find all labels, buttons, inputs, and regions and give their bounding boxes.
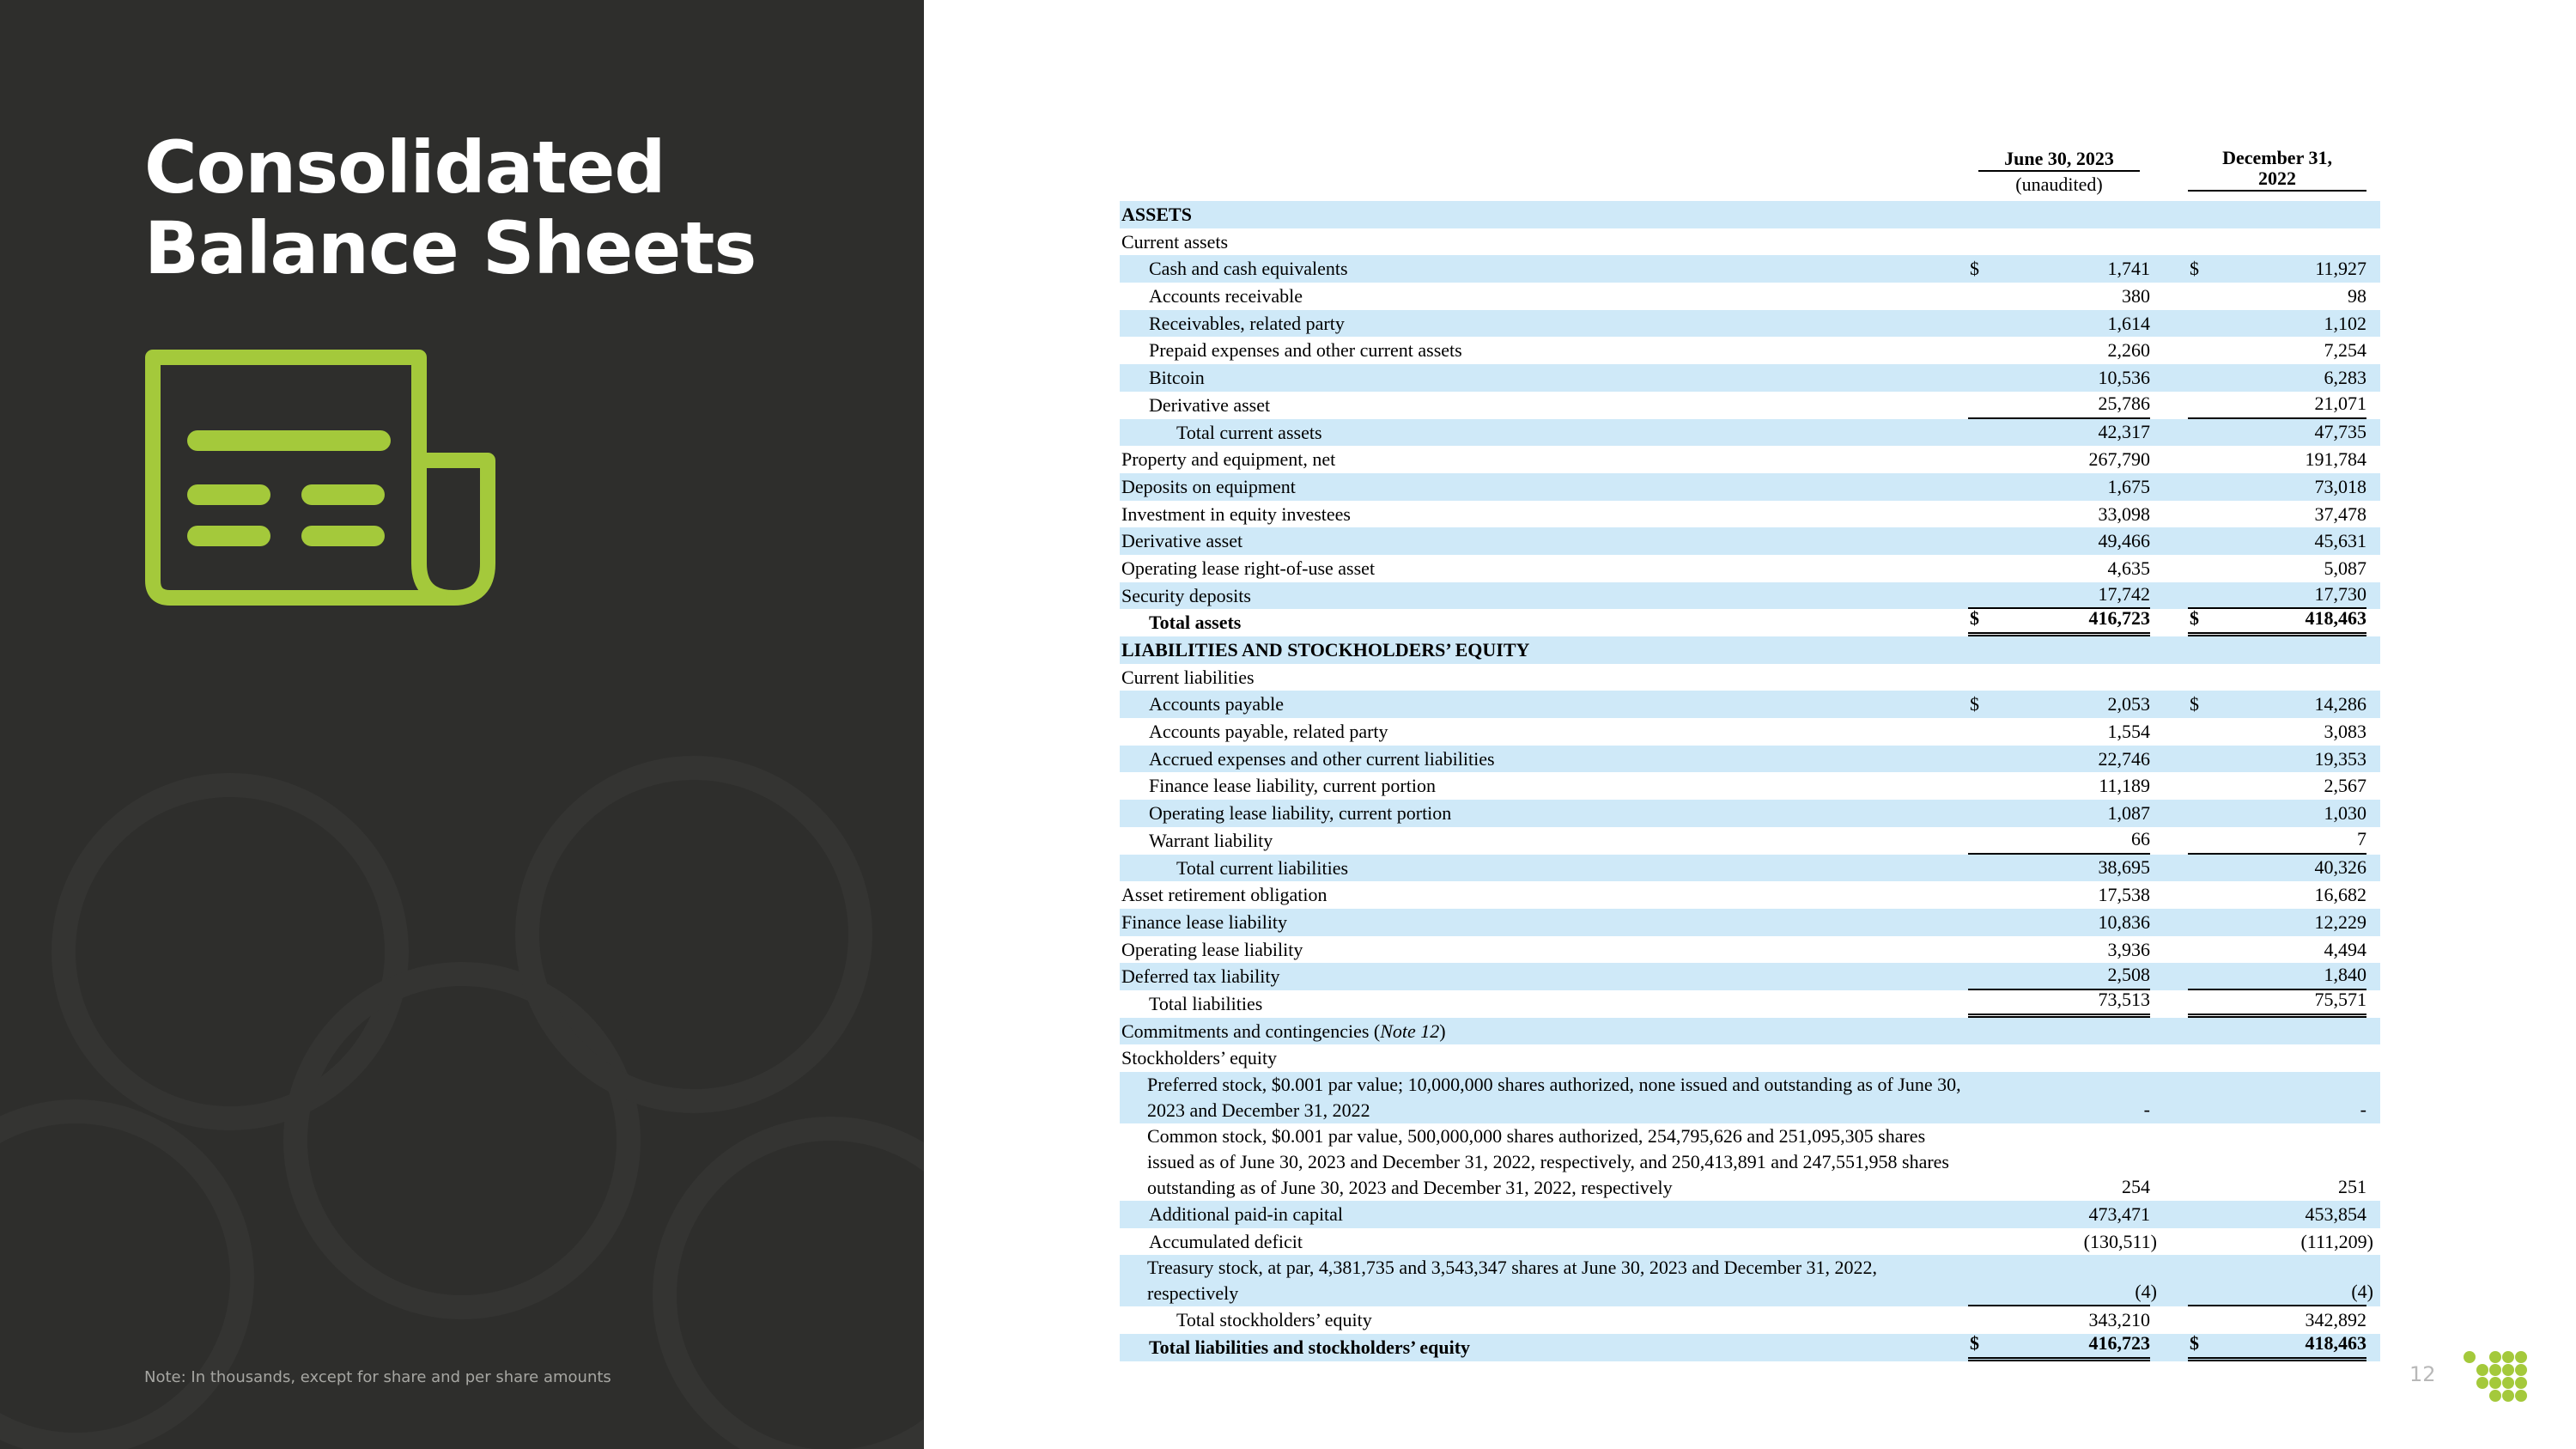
row-label: Treasury stock, at par, 4,381,735 and 3,543,347 shares at June 30, 2023 and December 31, 2022, respectively: [1147, 1257, 1878, 1305]
table-row: [1120, 337, 2380, 364]
amount: 2,053: [2107, 693, 2150, 715]
amount: 418,463: [2305, 607, 2366, 630]
table-row: [1120, 228, 2380, 256]
footnote: Note: In thousands, except for share and per share amounts: [144, 1368, 611, 1386]
amount: 75,571: [2314, 988, 2366, 1010]
amount: 33,098: [2098, 502, 2150, 525]
title-panel: [0, 0, 924, 1449]
balance-sheet-table: [1120, 148, 2380, 1361]
value-dec-2022: [2188, 555, 2366, 582]
value-june-2023: [1968, 555, 2150, 582]
value-dec-2022: [2188, 1072, 2366, 1123]
row-label: Total current assets: [1176, 421, 1322, 443]
column-header-dec-2022: [2188, 148, 2366, 192]
amount: (4): [2135, 1280, 2157, 1302]
row-label: Warrant liability: [1149, 829, 1273, 851]
amount: 21,071: [2314, 392, 2366, 414]
row-label: Derivative asset: [1149, 393, 1271, 416]
amount: 2,508: [2107, 964, 2150, 986]
row-label-text: Commitments and contingencies (: [1121, 1020, 1381, 1042]
background-pattern: [653, 1117, 924, 1449]
amount: 16,682: [2314, 884, 2366, 906]
value-june-2023: [1968, 419, 2150, 447]
table-row: [1120, 936, 2380, 964]
column-header-june-2023: [1968, 148, 2150, 198]
currency-symbol: $: [2190, 1332, 2199, 1355]
column-title: December 31, 2022: [2188, 148, 2366, 192]
value-june-2023: [1968, 800, 2150, 827]
value-june-2023: [1968, 691, 2150, 718]
row-label: Security deposits: [1121, 584, 1251, 606]
table-row: [1120, 1334, 2380, 1361]
row-label: ASSETS: [1121, 204, 1192, 225]
value-june-2023: [1968, 337, 2150, 364]
amount: 418,463: [2305, 1332, 2366, 1355]
amount: (4): [2351, 1280, 2373, 1302]
table-row: [1120, 392, 2380, 419]
title-line-1: Consolidated: [144, 125, 665, 210]
table-row: [1120, 636, 2380, 664]
amount: -: [2360, 1099, 2366, 1121]
table-row: [1120, 255, 2380, 283]
background-pattern: [0, 1099, 254, 1449]
amount: 17,538: [2098, 884, 2150, 906]
row-label-end: ): [1439, 1020, 1446, 1042]
row-label: Current liabilities: [1121, 666, 1255, 688]
value-dec-2022: [2188, 446, 2366, 473]
amount: 251: [2338, 1176, 2366, 1198]
currency-symbol: $: [2190, 607, 2199, 630]
amount: 73,018: [2314, 475, 2366, 497]
amount: 342,892: [2305, 1309, 2366, 1331]
row-label: Deposits on equipment: [1121, 475, 1296, 497]
value-dec-2022: [2188, 501, 2366, 528]
row-label: Operating lease liability: [1121, 938, 1303, 960]
amount: 6,283: [2324, 367, 2366, 389]
value-dec-2022: [2188, 990, 2366, 1018]
value-june-2023: [1968, 473, 2150, 501]
amount: 1,675: [2107, 475, 2150, 497]
row-label: Operating lease liability, current portion: [1149, 802, 1452, 825]
amount: 37,478: [2314, 502, 2366, 525]
value-dec-2022: [2188, 310, 2366, 338]
table-row: [1120, 1072, 2380, 1123]
amount: 7,254: [2324, 339, 2366, 362]
column-subtitle: (unaudited): [2015, 174, 2103, 195]
amount: (130,511): [2083, 1230, 2157, 1252]
amount: 47,735: [2314, 421, 2366, 443]
value-dec-2022: [2188, 855, 2366, 882]
amount: 191,784: [2305, 448, 2366, 471]
row-label: Bitcoin: [1149, 367, 1205, 389]
table-row: [1120, 473, 2380, 501]
value-dec-2022: [2188, 746, 2366, 773]
value-june-2023: [1968, 718, 2150, 746]
amount: 254: [2122, 1176, 2150, 1198]
value-june-2023: [1968, 501, 2150, 528]
value-dec-2022: [2188, 936, 2366, 964]
row-label: Asset retirement obligation: [1121, 884, 1327, 906]
table-row: [1120, 1255, 2380, 1306]
amount: 17,742: [2098, 582, 2150, 605]
amount: 2,567: [2324, 775, 2366, 797]
table-row: [1120, 1228, 2380, 1256]
amount: -: [2143, 1099, 2150, 1121]
column-title: June 30, 2023: [1978, 149, 2140, 172]
value-dec-2022: [2188, 691, 2366, 718]
amount: 10,836: [2098, 910, 2150, 933]
amount: 10,536: [2098, 367, 2150, 389]
value-dec-2022: [2188, 1334, 2366, 1361]
value-june-2023: [1968, 1334, 2150, 1361]
table-row: [1120, 419, 2380, 447]
table-row: [1120, 527, 2380, 555]
value-june-2023: [1968, 1201, 2150, 1228]
amount: 1,614: [2107, 312, 2150, 334]
value-dec-2022: [2188, 1123, 2366, 1201]
amount: 17,730: [2314, 582, 2366, 605]
table-row: [1120, 963, 2380, 990]
value-dec-2022: [2188, 283, 2366, 310]
value-dec-2022: [2188, 255, 2366, 283]
value-dec-2022: [2188, 827, 2366, 855]
amount: 3,083: [2324, 721, 2366, 743]
amount: (111,209): [2300, 1230, 2373, 1252]
currency-symbol: $: [1970, 693, 1979, 715]
row-label: Total assets: [1149, 612, 1242, 634]
value-dec-2022: [2188, 419, 2366, 447]
table-row: [1120, 746, 2380, 773]
table-row: [1120, 909, 2380, 936]
value-june-2023: [1968, 936, 2150, 964]
value-dec-2022: [2188, 1201, 2366, 1228]
amount: 49,466: [2098, 530, 2150, 552]
amount: 3,936: [2107, 938, 2150, 960]
value-june-2023: [1968, 855, 2150, 882]
table-row: [1120, 827, 2380, 855]
amount: 73,513: [2098, 988, 2150, 1010]
amount: 19,353: [2314, 747, 2366, 770]
value-june-2023: [1968, 283, 2150, 310]
row-label: Accounts payable, related party: [1149, 721, 1388, 743]
currency-symbol: $: [1970, 258, 1979, 280]
row-label: LIABILITIES AND STOCKHOLDERS’ EQUITY: [1121, 639, 1530, 661]
row-label: Property and equipment, net: [1121, 448, 1336, 471]
table-row: [1120, 800, 2380, 827]
amount: 473,471: [2088, 1202, 2150, 1225]
table-row: [1120, 283, 2380, 310]
amount: 22,746: [2098, 747, 2150, 770]
amount: 1,087: [2107, 802, 2150, 825]
value-june-2023: [1968, 881, 2150, 909]
value-june-2023: [1968, 310, 2150, 338]
amount: 267,790: [2088, 448, 2150, 471]
row-label: Finance lease liability: [1121, 910, 1288, 933]
amount: 98: [2348, 285, 2366, 307]
table-row: [1120, 201, 2380, 228]
value-dec-2022: [2188, 473, 2366, 501]
row-label: Operating lease right-of-use asset: [1121, 557, 1376, 579]
value-june-2023: [1968, 364, 2150, 392]
row-label: Preferred stock, $0.001 par value; 10,000,000 shares authorized, none issued and outstanding as of June 30, 2023 and December 31, 2022: [1147, 1074, 1961, 1121]
currency-symbol: $: [2190, 693, 2199, 715]
value-june-2023: [1968, 609, 2150, 636]
row-label: Investment in equity investees: [1121, 502, 1351, 525]
row-label: Total liabilities: [1149, 992, 1263, 1014]
row-label: Total current liabilities: [1176, 856, 1349, 879]
row-label-note: Note 12: [1380, 1020, 1440, 1042]
currency-symbol: $: [1970, 1332, 1979, 1355]
table-row: [1120, 855, 2380, 882]
value-june-2023: [1968, 392, 2150, 419]
amount: 416,723: [2088, 607, 2150, 630]
value-june-2023: [1968, 255, 2150, 283]
amount: 5,087: [2324, 557, 2366, 579]
value-june-2023: [1968, 909, 2150, 936]
value-dec-2022: [2188, 1255, 2373, 1306]
table-row: [1120, 446, 2380, 473]
amount: 14,286: [2314, 693, 2366, 715]
table-row: [1120, 1123, 2380, 1201]
row-label: Additional paid-in capital: [1149, 1203, 1344, 1225]
value-june-2023: [1968, 527, 2150, 555]
value-june-2023: [1968, 446, 2150, 473]
table-row: [1120, 664, 2380, 691]
table-row: [1120, 881, 2380, 909]
value-june-2023: [1968, 1123, 2150, 1201]
row-label: Stockholders’ equity: [1121, 1047, 1278, 1069]
amount: 25,786: [2098, 392, 2150, 414]
amount: 45,631: [2314, 530, 2366, 552]
row-label: Accumulated deficit: [1149, 1230, 1303, 1252]
amount: 380: [2122, 285, 2150, 307]
page-number: 12: [2409, 1362, 2436, 1386]
amount: 1,102: [2324, 312, 2366, 334]
row-label: Derivative asset: [1121, 530, 1243, 552]
value-june-2023: [1968, 827, 2150, 855]
value-dec-2022: [2188, 337, 2366, 364]
value-dec-2022: [2188, 772, 2366, 800]
value-dec-2022: [2188, 909, 2366, 936]
table-row: [1120, 718, 2380, 746]
amount: 1,554: [2107, 721, 2150, 743]
value-dec-2022: [2188, 364, 2366, 392]
dots-logo-icon: [2463, 1350, 2528, 1402]
row-label: Common stock, $0.001 par value, 500,000,000 shares authorized, 254,795,626 and 251,095,305 shares issued as of June 30, 2023 and December 31, 2022, respectively, and 250,413,891 and 247,551,958 shares outstanding as of June 30, 2023 and December 31, 2022, respectively: [1147, 1125, 1949, 1198]
row-label: [1121, 1018, 1446, 1045]
amount: 38,695: [2098, 856, 2150, 879]
amount: 11,927: [2315, 258, 2366, 280]
amount: 343,210: [2088, 1309, 2150, 1331]
value-june-2023: [1968, 772, 2150, 800]
table-row: [1120, 691, 2380, 718]
row-label: Accounts receivable: [1149, 285, 1303, 307]
table-body: [1120, 201, 2380, 1361]
amount: 66: [2131, 827, 2150, 849]
value-june-2023: [1968, 1228, 2157, 1256]
table-row: [1120, 990, 2380, 1018]
value-dec-2022: [2188, 527, 2366, 555]
row-label: Deferred tax liability: [1121, 965, 1280, 988]
amount: 4,494: [2324, 938, 2366, 960]
amount: 1,030: [2324, 802, 2366, 825]
amount: 12,229: [2314, 910, 2366, 933]
value-dec-2022: [2188, 881, 2366, 909]
row-label: Receivables, related party: [1149, 312, 1345, 334]
table-row: [1120, 772, 2380, 800]
table-header: [1120, 148, 2380, 201]
value-dec-2022: [2188, 609, 2366, 636]
currency-symbol: $: [2190, 258, 2199, 280]
amount: 1,741: [2107, 258, 2150, 280]
value-dec-2022: [2188, 392, 2366, 419]
row-label: Current assets: [1121, 230, 1229, 253]
page-title: [144, 127, 831, 289]
background-pattern: [515, 756, 872, 1113]
value-june-2023: [1968, 1255, 2157, 1306]
value-june-2023: [1968, 990, 2150, 1018]
table-row: [1120, 1201, 2380, 1228]
table-row: [1120, 1018, 2380, 1045]
value-dec-2022: [2188, 718, 2366, 746]
document-icon: [144, 349, 508, 606]
amount: 2,260: [2107, 339, 2150, 362]
amount: 40,326: [2314, 856, 2366, 879]
title-line-2: Balance Sheets: [144, 206, 756, 290]
row-label: Prepaid expenses and other current assets: [1149, 339, 1462, 362]
row-label: Finance lease liability, current portion: [1149, 775, 1436, 797]
row-label: Accounts payable: [1149, 693, 1284, 715]
currency-symbol: $: [1970, 607, 1979, 630]
table-row: [1120, 1044, 2380, 1072]
row-label: Cash and cash equivalents: [1149, 258, 1348, 280]
amount: 453,854: [2305, 1202, 2366, 1225]
row-label: Total stockholders’ equity: [1176, 1309, 1372, 1331]
table-row: [1120, 555, 2380, 582]
amount: 7: [2357, 827, 2366, 849]
amount: 1,840: [2324, 964, 2366, 986]
table-row: [1120, 501, 2380, 528]
value-june-2023: [1968, 746, 2150, 773]
value-june-2023: [1968, 1072, 2150, 1123]
row-label: Total liabilities and stockholders’ equity: [1149, 1336, 1471, 1359]
amount: 11,189: [2099, 775, 2150, 797]
amount: 416,723: [2088, 1332, 2150, 1355]
table-row: [1120, 310, 2380, 338]
amount: 4,635: [2107, 557, 2150, 579]
row-label: Accrued expenses and other current liabilities: [1149, 747, 1495, 770]
value-dec-2022: [2188, 800, 2366, 827]
amount: 42,317: [2098, 421, 2150, 443]
table-row: [1120, 609, 2380, 636]
table-row: [1120, 364, 2380, 392]
value-dec-2022: [2188, 1228, 2373, 1256]
